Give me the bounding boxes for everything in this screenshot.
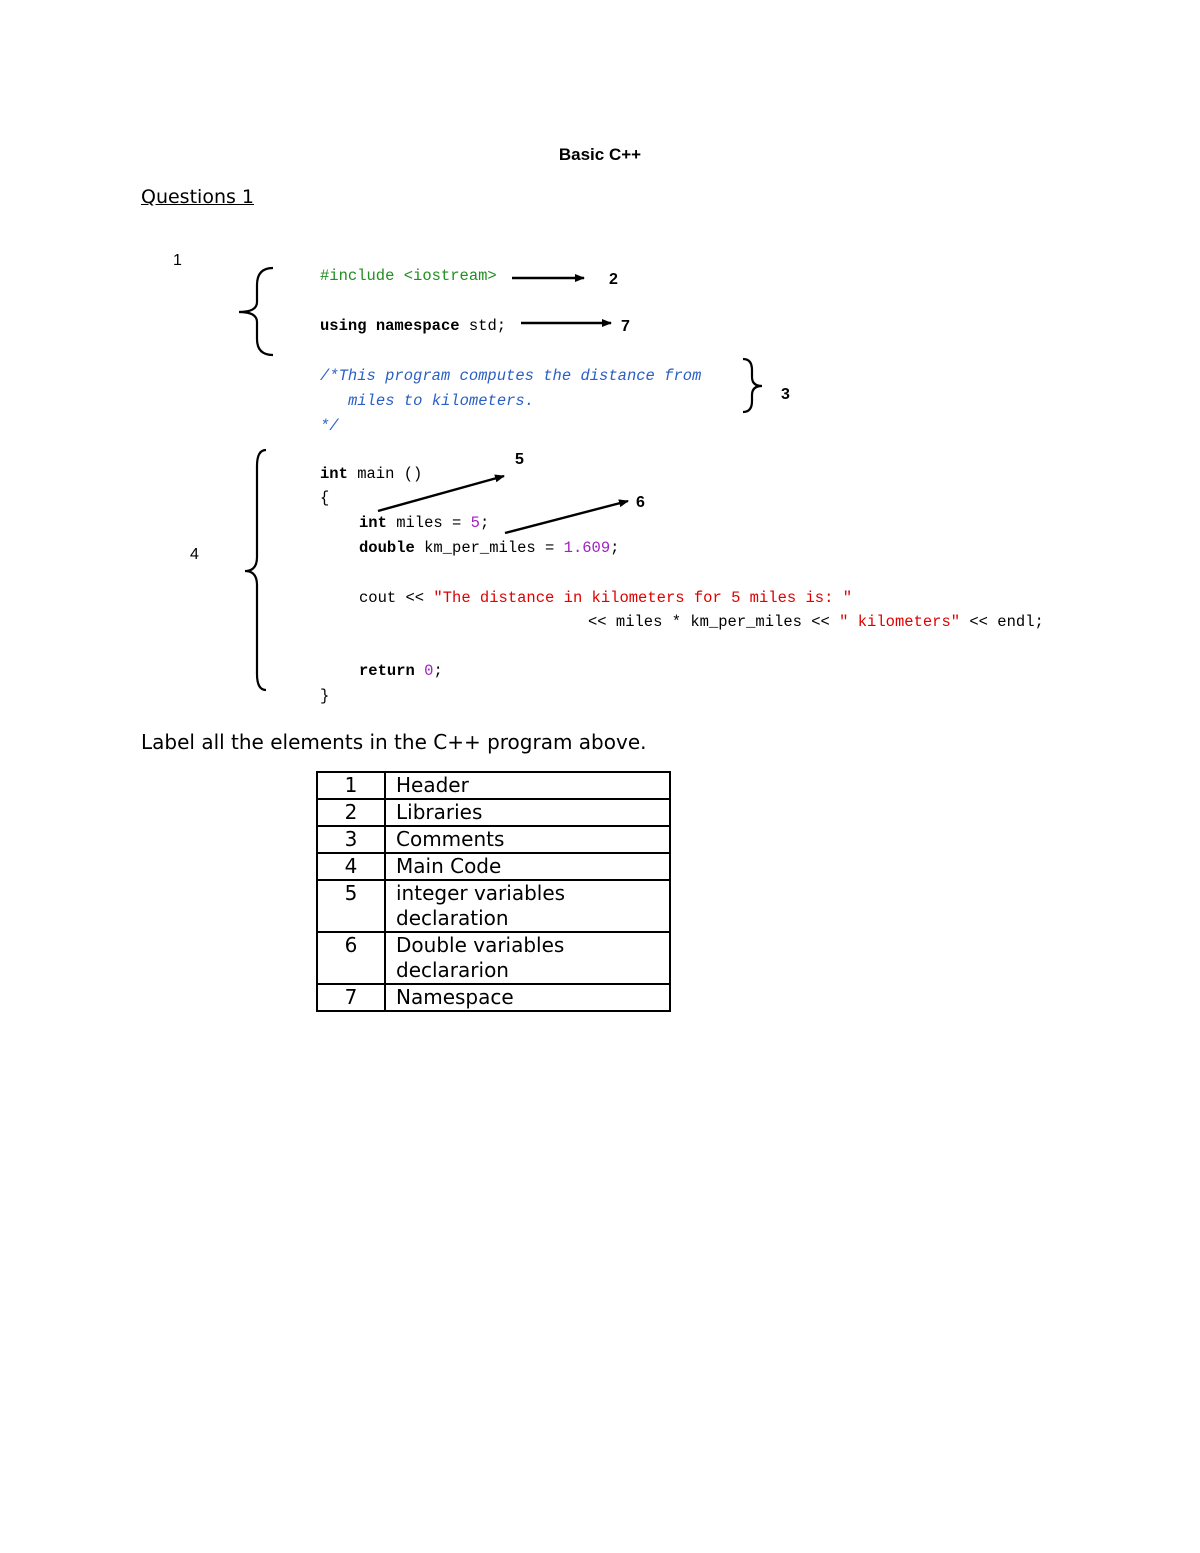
row-label: Main Code xyxy=(385,853,670,880)
table-row xyxy=(317,853,670,880)
brace-comments xyxy=(743,359,762,412)
row-number: 5 xyxy=(317,880,385,932)
marker-7: 7 xyxy=(621,318,630,335)
row-label: Libraries xyxy=(385,799,670,826)
code-int-keyword: int xyxy=(320,465,348,483)
code-std: std; xyxy=(459,317,507,335)
code-km-value: 1.609 xyxy=(563,539,611,557)
code-return-keyword: return xyxy=(359,662,415,680)
table-row xyxy=(317,984,670,1011)
row-label: Double variables declararion xyxy=(385,932,670,984)
code-miles-rest: miles = xyxy=(386,514,471,532)
code-continuation-start: << miles * km_per_miles << xyxy=(588,613,840,631)
label-table xyxy=(316,771,671,1012)
table-row xyxy=(317,799,670,826)
marker-5: 5 xyxy=(515,451,524,468)
instruction-text: Label all the elements in the C++ program above. xyxy=(141,730,647,754)
code-cout-string: "The distance in kilometers for 5 miles is: " xyxy=(433,589,852,607)
code-km-rest: km_per_miles = xyxy=(414,539,564,557)
code-comment-line-1: /*This program computes the distance from xyxy=(320,367,702,385)
code-namespace-keyword: namespace xyxy=(375,317,460,335)
code-double-keyword: double xyxy=(359,539,415,557)
arrow-to-5 xyxy=(378,476,504,511)
code-comment-line-2: miles to kilometers. xyxy=(348,392,535,410)
row-number: 4 xyxy=(317,853,385,880)
table-row xyxy=(317,772,670,799)
marker-3: 3 xyxy=(781,386,790,403)
table-row xyxy=(317,932,670,984)
code-include: #include <iostream> xyxy=(320,267,497,285)
code-comment-line-3: */ xyxy=(320,417,339,435)
brace-header xyxy=(239,268,273,355)
row-number: 1 xyxy=(317,772,385,799)
code-open-brace: { xyxy=(320,489,330,507)
table-row xyxy=(317,826,670,853)
marker-2: 2 xyxy=(609,271,618,288)
code-cout-start: cout << xyxy=(359,589,434,607)
brace-main xyxy=(245,450,266,690)
code-return-value: 0 xyxy=(424,662,434,680)
code-close-brace: } xyxy=(320,687,330,705)
code-main-rest: main () xyxy=(347,465,423,483)
page-title: Basic C++ xyxy=(558,145,642,164)
marker-6: 6 xyxy=(636,494,645,511)
row-number: 2 xyxy=(317,799,385,826)
code-continuation-end: << endl; xyxy=(960,613,1044,631)
arrow-to-6 xyxy=(505,501,628,533)
marker-1: 1 xyxy=(173,252,182,269)
code-miles-value: 5 xyxy=(470,514,480,532)
code-using-keyword: using xyxy=(320,317,367,335)
code-km-semicolon: ; xyxy=(610,539,620,557)
row-label: Header xyxy=(385,772,670,799)
marker-4: 4 xyxy=(190,546,199,563)
row-number: 6 xyxy=(317,932,385,984)
row-number: 3 xyxy=(317,826,385,853)
code-miles-int-keyword: int xyxy=(359,514,387,532)
code-miles-semicolon: ; xyxy=(479,514,490,532)
table-row xyxy=(317,880,670,932)
row-label: integer variables declaration xyxy=(385,880,670,932)
row-label: Namespace xyxy=(385,984,670,1011)
row-label: Comments xyxy=(385,826,670,853)
row-number: 7 xyxy=(317,984,385,1011)
question-heading: Questions 1 xyxy=(141,186,255,208)
code-continuation-string: " kilometers" xyxy=(839,613,961,631)
code-return-semicolon: ; xyxy=(433,662,443,680)
